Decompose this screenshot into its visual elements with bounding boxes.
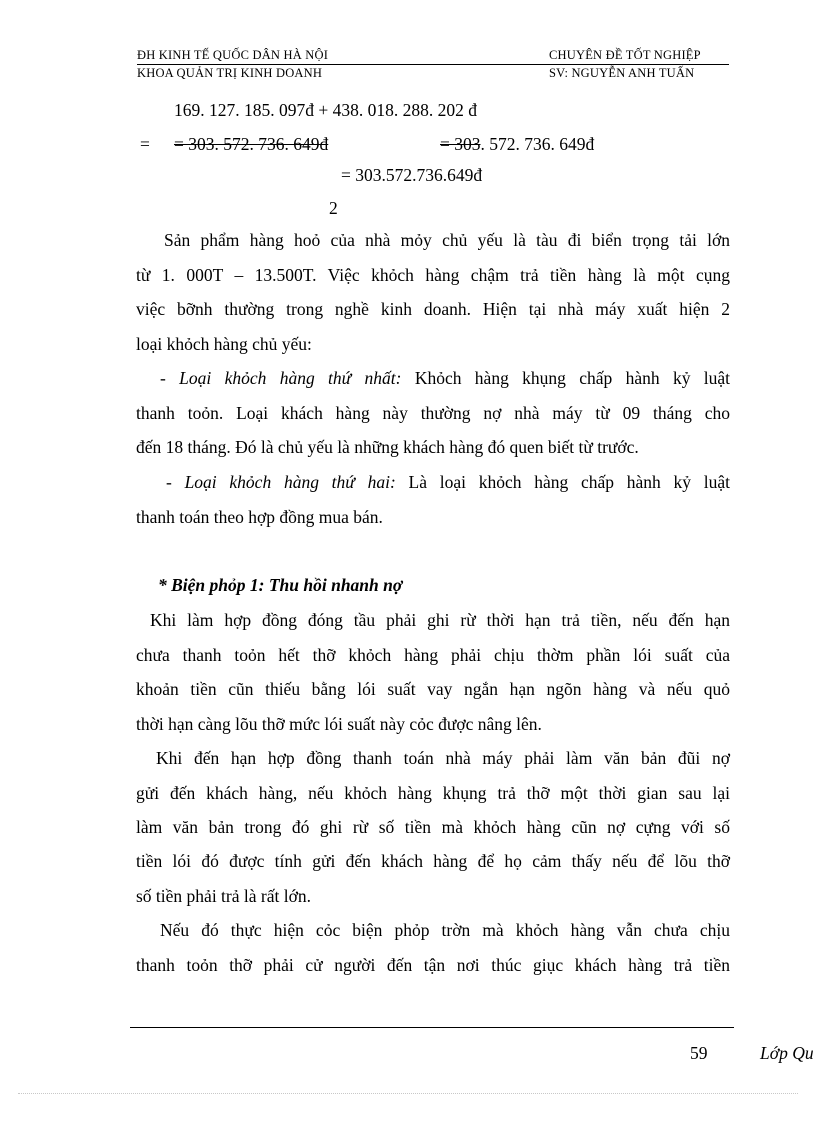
header-school: ĐH KINH TẾ QUỐC DÂN HÀ NỘI	[137, 48, 329, 62]
paragraph-line: từ 1. 000T – 13.500T. Việc khỏch hàng chậm trả tiền hàng là một cụng	[136, 265, 730, 285]
section-heading: * Biện phỏp 1: Thu hồi nhanh nợ	[158, 575, 403, 595]
paragraph-line: thời hạn càng lõu thỡ mức lói suất này cỏc được nâng lên.	[136, 714, 542, 734]
page-bottom-dotted-border	[18, 1093, 798, 1094]
footer-divider	[130, 1027, 734, 1028]
formula-equals-result	[440, 134, 594, 155]
paragraph-line: thanh toán theo hợp đồng mua bán.	[136, 507, 383, 527]
bullet-second-type	[166, 472, 730, 493]
header-faculty: KHOA QUẢN TRỊ KINH DOANH	[137, 66, 323, 80]
page-number: 59	[690, 1043, 708, 1063]
header-divider	[137, 64, 729, 65]
paragraph-line: Khi làm hợp đồng đóng tầu phải ghi rừ thời hạn trả tiền, nếu đến hạn	[150, 610, 730, 630]
paragraph-line: thanh toỏn thỡ phải cử người đến tận nơi thúc giục khách hàng trả tiền	[136, 955, 730, 975]
formula-rest-part: . 572. 736. 649đ	[480, 134, 595, 154]
formula-struck-part: = 303	[440, 134, 481, 154]
formula-numerator: 169. 127. 185. 097đ + 438. 018. 288. 202 đ	[174, 100, 477, 120]
formula-equals: =	[140, 134, 150, 154]
paragraph-line: chưa thanh toỏn hết thỡ khỏch hàng phải chịu thờm phần lói suất của	[136, 645, 730, 665]
bullet-dash: -	[166, 472, 185, 492]
bullet-first-type	[160, 368, 730, 389]
footer-class-label: Lớp Qu	[760, 1043, 814, 1063]
paragraph-line: tiền lói đó được tính gửi đến khách hàng để họ cảm thấy nếu để lõu thỡ	[136, 851, 730, 871]
bullet-text: Khỏch hàng khụng chấp hành kỷ luật	[401, 368, 731, 388]
paragraph-line: số tiền phải trả là rất lớn.	[136, 886, 311, 906]
bullet-text: Là loại khỏch hàng chấp hành kỷ luật	[395, 472, 731, 492]
paragraph-line: đến 18 tháng. Đó là chủ yếu là những khách hàng đó quen biết từ trước.	[136, 437, 639, 457]
paragraph-line: loại khỏch hàng chủ yếu:	[136, 334, 312, 354]
bullet-label: Loại khỏch hàng thứ nhất:	[179, 368, 402, 388]
paragraph-line: thanh toỏn. Loại khách hàng này thường nợ nhà máy từ 09 tháng cho	[136, 403, 730, 423]
paragraph-line: việc bỡnh thường trong nghề kinh doanh. Hiện tại nhà máy xuất hiện 2	[136, 299, 730, 319]
bullet-label: Loại khỏch hàng thứ hai:	[184, 472, 396, 492]
formula-result: = 303.572.736.649đ	[341, 165, 483, 185]
header-doc-type: CHUYÊN ĐỀ TỐT NGHIỆP	[549, 48, 701, 62]
header-student: SV: NGUYỄN ANH TUẤN	[549, 66, 695, 80]
paragraph-line: Sản phẩm hàng hoỏ của nhà mỏy chủ yếu là tàu đi biển trọng tải lớn	[164, 230, 730, 250]
formula-denominator: 2	[329, 198, 338, 218]
formula-struck-fraction: = 303. 572. 736. 649đ	[174, 134, 329, 154]
paragraph-line: gửi đến khách hàng, nếu khỏch hàng khụng trả thỡ một thời gian sau lại	[136, 783, 730, 803]
paragraph-line: Nếu đó thực hiện cỏc biện phỏp trờn mà khỏch hàng vẫn chưa chịu	[160, 920, 730, 940]
paragraph-line: Khi đến hạn hợp đồng thanh toán nhà máy phải làm văn bản đũi nợ	[156, 748, 730, 768]
bullet-dash: -	[160, 368, 180, 388]
paragraph-line: khoản tiền cũn thiếu bằng lói suất vay ngắn hạn ngõn hàng và nếu quỏ	[136, 679, 730, 699]
paragraph-line: làm văn bản trong đó ghi rừ số tiền mà khỏch hàng cũn nợ cựng với số	[136, 817, 730, 837]
